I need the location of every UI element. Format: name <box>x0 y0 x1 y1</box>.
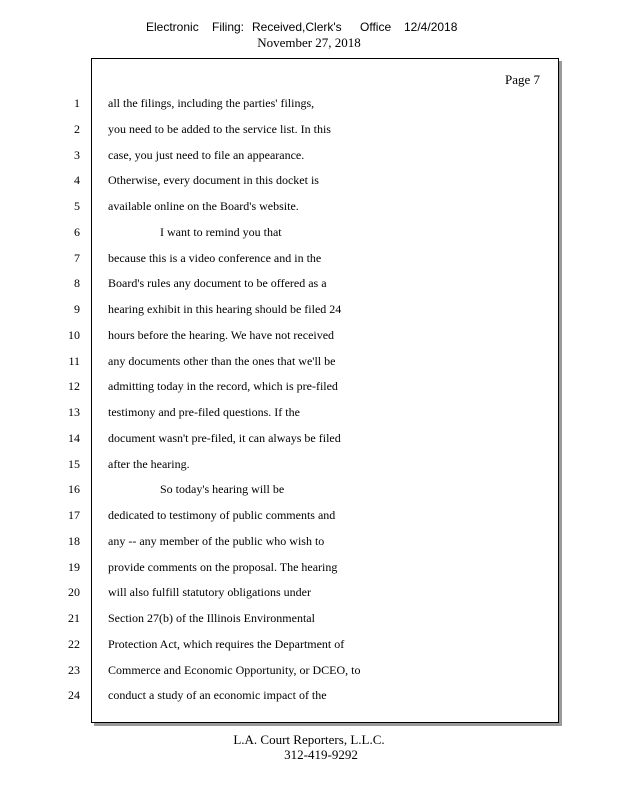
line-text: Protection Act, which requires the Department of <box>108 637 345 651</box>
line-text: dedicated to testimony of public comments and <box>108 508 336 522</box>
line-number: 10 <box>68 328 80 342</box>
line-number: 11 <box>68 354 80 368</box>
line-number: 21 <box>68 611 80 625</box>
line-text: any -- any member of the public who wish to <box>108 534 325 548</box>
line-number: 24 <box>68 688 80 702</box>
line-text: provide comments on the proposal. The hearing <box>108 560 338 574</box>
line-number: 15 <box>68 457 80 471</box>
line-text: Board's rules any document to be offered as a <box>108 276 327 290</box>
line-text: I want to remind you that <box>160 225 282 239</box>
line-number: 14 <box>68 431 80 445</box>
line-text: document wasn't pre-filed, it can always be filed <box>108 431 341 445</box>
line-number: 6 <box>74 225 80 239</box>
line-number: 7 <box>74 251 80 265</box>
line-text: because this is a video conference and in the <box>108 251 322 265</box>
line-number: 20 <box>68 585 80 599</box>
line-number: 22 <box>68 637 80 651</box>
line-text: hours before the hearing. We have not received <box>108 328 335 342</box>
line-text: So today's hearing will be <box>160 482 285 496</box>
line-number: 18 <box>68 534 80 548</box>
line-number: 1 <box>74 96 80 110</box>
line-text: admitting today in the record, which is pre-filed <box>108 379 338 393</box>
line-number: 8 <box>74 276 80 290</box>
line-text: all the filings, including the parties' filings, <box>108 96 315 110</box>
line-text: case, you just need to file an appearance. <box>108 148 305 162</box>
line-text: Commerce and Economic Opportunity, or DCEO, to <box>108 663 361 677</box>
line-number: 16 <box>68 482 80 496</box>
header-date: November 27, 2018 <box>257 35 361 50</box>
line-number: 5 <box>74 199 80 213</box>
line-number: 17 <box>68 508 80 522</box>
stamp-date: 12/4/2018 <box>404 20 458 34</box>
stamp-word-office: Office <box>360 20 392 34</box>
line-number: 9 <box>74 302 80 316</box>
line-number: 12 <box>68 379 80 393</box>
line-text: hearing exhibit in this hearing should be filed 24 <box>108 302 342 316</box>
line-text: after the hearing. <box>108 457 190 471</box>
footer-company: L.A. Court Reporters, L.L.C. <box>233 732 385 747</box>
page-number: Page 7 <box>504 72 540 87</box>
stamp-word-filing: Filing: <box>212 20 245 34</box>
stamp-word-received: Received,Clerk's <box>252 20 342 34</box>
line-number: 2 <box>74 122 80 136</box>
line-number: 3 <box>74 148 80 162</box>
line-text: Section 27(b) of the Illinois Environmental <box>108 611 315 625</box>
line-text: will also fulfill statutory obligations under <box>108 585 311 599</box>
line-number: 23 <box>68 663 80 677</box>
footer-phone: 312-419-9292 <box>284 747 358 762</box>
line-text: any documents other than the ones that we'll be <box>108 354 336 368</box>
line-number: 13 <box>68 405 80 419</box>
line-text: testimony and pre-filed questions. If the <box>108 405 300 419</box>
stamp-word-electronic: Electronic <box>146 20 199 34</box>
line-text: available online on the Board's website. <box>108 199 299 213</box>
line-number: 19 <box>68 560 80 574</box>
line-number: 4 <box>74 173 80 187</box>
line-text: Otherwise, every document in this docket is <box>108 173 319 187</box>
line-text: you need to be added to the service list. In this <box>108 122 331 136</box>
line-text: conduct a study of an economic impact of the <box>108 688 327 702</box>
